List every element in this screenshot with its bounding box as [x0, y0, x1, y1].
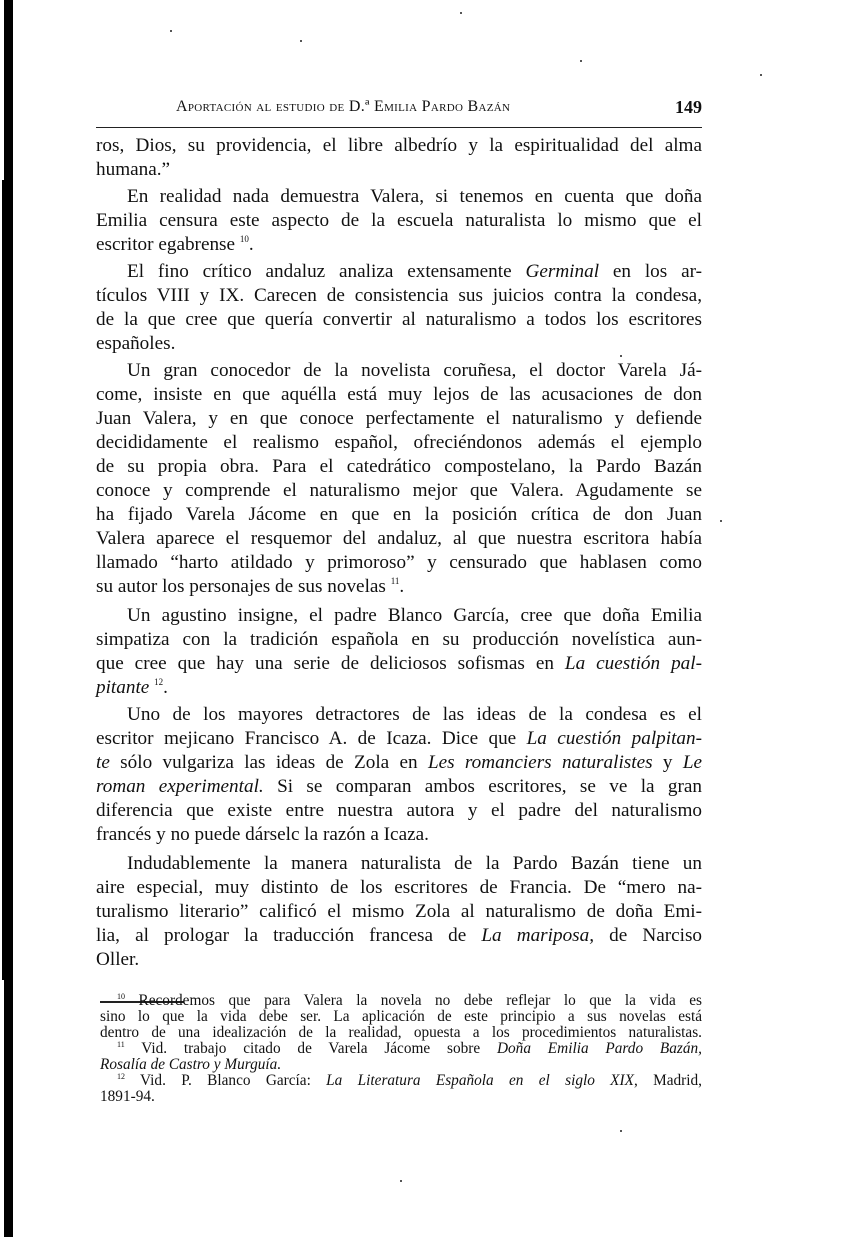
- text-line: humana.”: [96, 159, 171, 180]
- text-line: Indudablemente la manera naturalista de la Pardo Bazán tiene un: [127, 853, 702, 874]
- header-rule: [96, 127, 702, 128]
- text-line: te sólo vulgariza las ideas de Zola en Les romanciers naturalistes y Le: [96, 752, 702, 773]
- running-header: [96, 97, 702, 121]
- text-line: En realidad nada demuestra Valera, si tenemos en cuenta que doña: [127, 186, 702, 207]
- footnote-line: dentro de una idealización de la realidad, opuesta a los procedimientos naturalistas.: [100, 1024, 702, 1041]
- text-line: El fino crítico andaluz analiza extensamente Germinal en los ar-: [127, 261, 702, 282]
- text-line: ros, Dios, su providencia, el libre albedrío y la espiritualidad del alma: [96, 135, 702, 156]
- text-line: pitante $^{12}$.: [96, 677, 168, 698]
- text-line: turalismo literario” calificó el mismo Zola al naturalismo de doña Emi-: [96, 901, 702, 922]
- text-line: decididamente el realismo español, ofreciéndonos además el ejemplo: [96, 432, 702, 453]
- running-title: Aportación al estudio de D.ª Emilia Pardo Bazán: [176, 98, 511, 115]
- footnote-line: $^{11}$ Vid. trabajo citado de Varela Jácome sobre Doña Emilia Pardo Bazán,: [117, 1040, 702, 1057]
- text-line: que cree que hay una serie de deliciosos sofismas en La cuestión pal-: [96, 653, 703, 674]
- footnote-line: $^{10}$ Recordemos que para Valera la novela no debe reflejar lo que la vida es: [117, 992, 702, 1009]
- text-line: escritor mejicano Francisco A. de Icaza. Dice que La cuestión palpitan-: [96, 728, 702, 749]
- text-line: su autor los personajes de sus novelas $^{11}$.: [96, 576, 405, 597]
- text-line: Un gran conocedor de la novelista coruñesa, el doctor Varela Já-: [127, 360, 702, 381]
- text-line: tículos VIII y IX. Carecen de consistencia sus juicios contra la condesa,: [96, 285, 702, 306]
- text-line: aire especial, muy distinto de los escritores de Francia. De “mero na-: [96, 877, 702, 898]
- footnote-line: sino lo que la vida debe ser. La aplicación de este principio a sus novelas está: [100, 1008, 702, 1025]
- text-line: come, insiste en que aquélla está muy lejos de las acusaciones de don: [96, 384, 702, 405]
- text-line: Oller.: [96, 949, 140, 970]
- footnote-line: 1891-94.: [100, 1088, 155, 1105]
- text-line: llamado “harto atildado y primoroso” y censurado que hablasen como: [96, 552, 702, 573]
- text-line: Juan Valera, y en que conoce perfectamente el naturalismo y defiende: [96, 408, 702, 429]
- text-line: Valera aparece el resquemor del andaluz, al que nuestra escritora había: [96, 528, 702, 549]
- text-line: francés y no puede dárselc la razón a Icaza.: [96, 824, 429, 845]
- text-line: Un agustino insigne, el padre Blanco García, cree que doña Emilia: [127, 605, 702, 626]
- text-line: lia, al prologar la traducción francesa de La mariposa, de Narciso: [96, 925, 703, 946]
- binding-shadow-inner: [2, 180, 6, 980]
- text-line: roman experimental. Si se comparan ambos escritores, se ve la gran: [96, 776, 702, 797]
- text-line: conoce y comprende el naturalismo mejor que Valera. Agudamente se: [96, 480, 702, 501]
- page-number: 149: [675, 97, 702, 117]
- footnote-line: Rosalía de Castro y Murguía.: [100, 1056, 282, 1073]
- text-line: Emilia censura este aspecto de la escuela naturalista lo mismo que el: [96, 210, 702, 231]
- text-line: Uno de los mayores detractores de las ideas de la condesa es el: [127, 704, 702, 725]
- text-line: diferencia que existe entre nuestra autora y el padre del naturalismo: [96, 800, 702, 821]
- text-line: de la que cree que quería convertir al naturalismo a todos los escritores: [96, 309, 702, 330]
- text-line: simpatiza con la tradición española en su producción novelística aun-: [96, 629, 702, 650]
- footnote-line: $^{12}$ Vid. P. Blanco García: La Literatura Española en el siglo XIX, Madrid,: [117, 1072, 702, 1089]
- text-line: escritor egabrense $^{10}$.: [96, 234, 254, 255]
- text-line: ha fijado Varela Jácome en que en la posición crítica de don Juan: [96, 504, 702, 525]
- text-line: españoles.: [96, 333, 176, 354]
- text-line: de su propia obra. Para el catedrático compostelano, la Pardo Bazán: [96, 456, 702, 477]
